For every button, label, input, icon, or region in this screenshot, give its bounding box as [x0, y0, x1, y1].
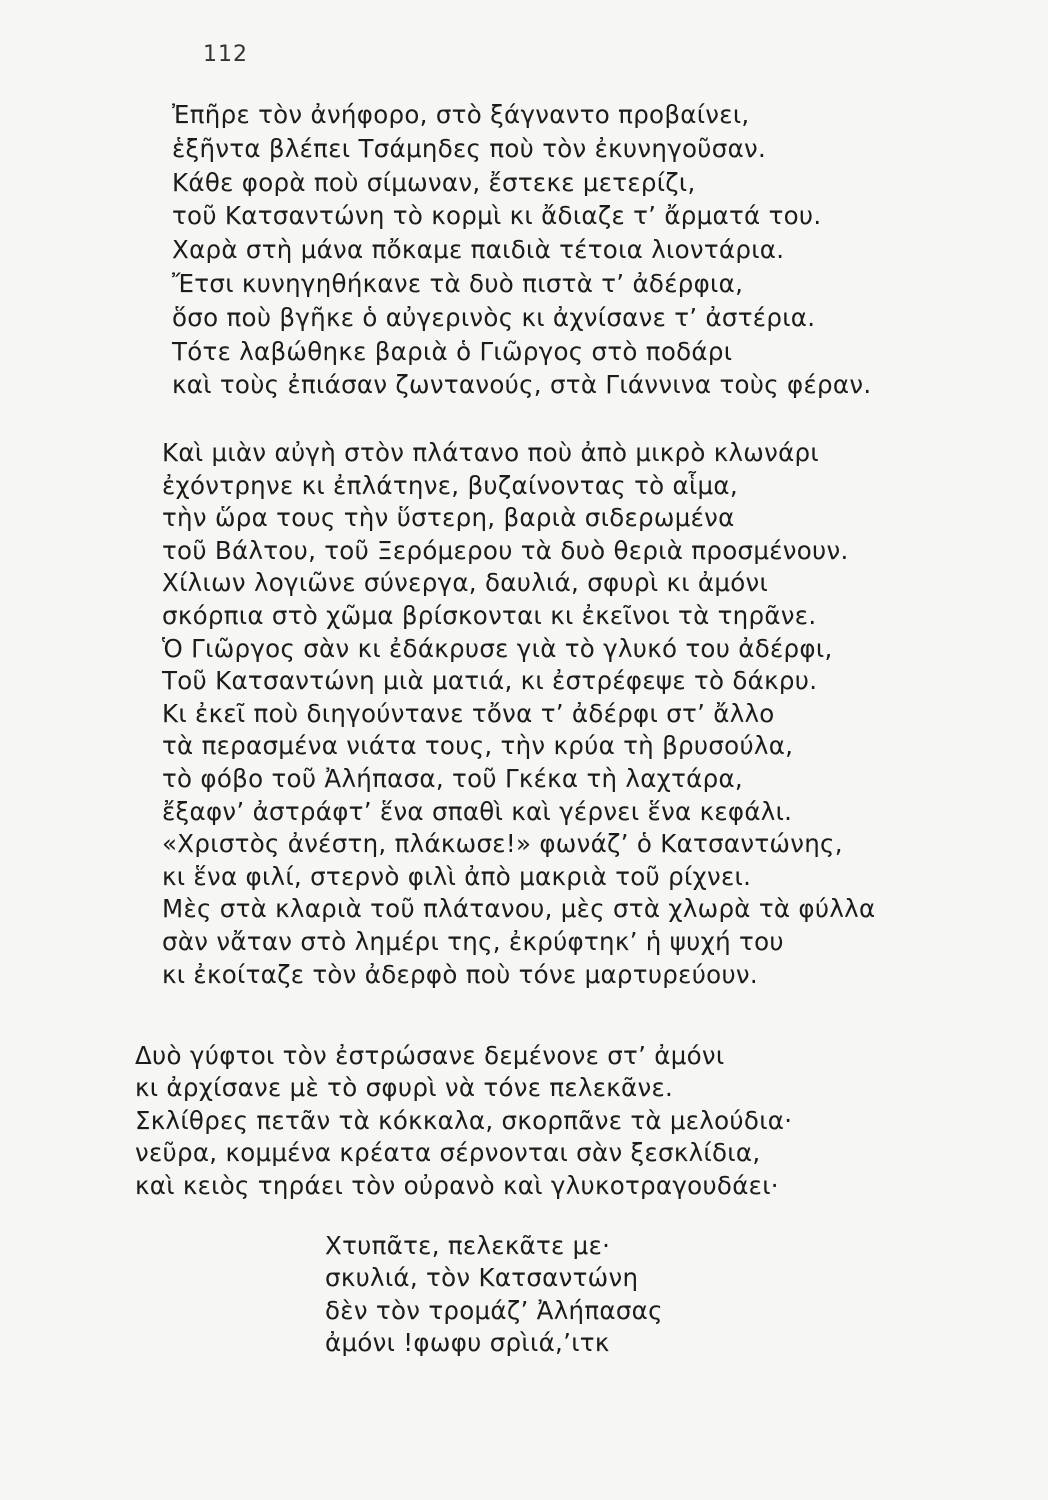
song-stanza [325, 1230, 663, 1360]
verse-line: Κάθε φορὰ ποὺ σίμωναν, ἔστεκε μετερίζι, [172, 167, 696, 197]
verse-line: καὶ κειὸς τηράει τὸν οὐρανὸ καὶ γλυκοτραγουδάει· [135, 1170, 779, 1200]
verse-line: τοῦ Βάλτου, τοῦ Ξερόμερου τὰ δυὸ θεριὰ προσμένουν. [162, 535, 849, 565]
verse-line: κι ἕνα φιλί, στερνὸ φιλὶ ἀπὸ μακριὰ τοῦ ρίχνει. [162, 861, 752, 891]
verse-line: «Χριστὸς ἀνέστη, πλάκωσε!» φωνάζ’ ὁ Κατσαντώνης, [162, 829, 843, 859]
song-line: δὲν τὸν τρομάζ’ Ἀλήπασας [325, 1295, 663, 1325]
verse-line: τὰ περασμένα νιάτα τους, τὴν κρύα τὴ βρυσούλα, [162, 731, 794, 761]
verse-line: κι ἀρχίσανε μὲ τὸ σφυρὶ νὰ τόνε πελεκᾶνε. [135, 1073, 674, 1103]
verse-line: νεῦρα, κομμένα κρέατα σέρνονται σὰν ξεσκλίδια, [135, 1138, 761, 1168]
verse-line: Χαρὰ στὴ μάνα πὄκαμε παιδιὰ τέτοια λιοντάρια. [172, 235, 785, 265]
verse-line: Δυὸ γύφτοι τὸν ἐστρώσανε δεμένονε στ’ ἀμόνι [135, 1041, 725, 1070]
verse-line: σκόρπια στὸ χῶμα βρίσκονται κι ἐκεῖνοι τὰ τηρᾶνε. [162, 600, 817, 630]
verse-line: Τοῦ Κατσαντώνη μιὰ ματιά, κι ἐστρέφεψε τὸ δάκρυ. [162, 666, 818, 696]
verse-line: ἐχόντρηνε κι ἐπλάτηνε, βυζαίνοντας τὸ αἷμα, [162, 470, 738, 500]
song-line: σκυλιά, τὸν Κατσαντώνη [325, 1263, 639, 1293]
verse-line: Τότε λαβώθηκε βαριὰ ὁ Γιῶργος στὸ ποδάρι [172, 336, 733, 366]
verse-line: Μὲς στὰ κλαριὰ τοῦ πλάτανου, μὲς στὰ χλωρὰ τὰ φύλλα [162, 894, 876, 924]
verse-line: σὰν νἄταν στὸ λημέρι της, ἐκρύφτηκ’ ἡ ψυχή του [162, 926, 784, 956]
stanza-3 [135, 1040, 792, 1202]
song-line: Χτυπᾶτε, πελεκᾶτε με· [325, 1231, 611, 1260]
verse-line: Κι ἐκεῖ ποὺ διηγούντανε τὄνα τ’ ἀδέρφι στ’ ἄλλο [162, 698, 775, 728]
verse-line: ὅσο ποὺ βγῆκε ὁ αὐγερινὸς κι ἀχνίσανε τ’ ἀστέρια. [172, 302, 816, 332]
verse-line: κι ἐκοίταζε τὸν ἀδερφὸ ποὺ τόνε μαρτυρεύουν. [162, 959, 759, 989]
stanza-2 [162, 437, 875, 991]
verse-line: καὶ τοὺς ἐπιάσαν ζωντανούς, στὰ Γιάννινα τοὺς φέραν. [172, 370, 872, 400]
page-number: 112 [203, 42, 248, 67]
verse-line: τὴν ὥρα τους τὴν ὕστερη, βαριὰ σιδερωμένα [162, 503, 735, 533]
verse-line: Καὶ μιὰν αὐγὴ στὸν πλάτανο ποὺ ἀπὸ μικρὸ κλωνάρι [162, 438, 819, 467]
verse-line: Ὁ Γιῶργος σὰν κι ἐδάκρυσε γιὰ τὸ γλυκό του ἀδέρφι, [162, 633, 833, 663]
verse-line: Ἔτσι κυνηγηθήκανε τὰ δυὸ πιστὰ τ’ ἀδέρφια, [172, 268, 744, 298]
verse-line: Ἐπῆρε τὸν ἀνήφορο, στὸ ξάγναντο προβαίνει, [172, 100, 750, 129]
verse-line: ἑξῆντα βλέπει Τσάμηδες ποὺ τὸν ἐκυνηγοῦσαν. [172, 133, 767, 163]
verse-line: ἔξαφν’ ἀστράφτ’ ἕνα σπαθὶ καὶ γέρνει ἕνα κεφάλι. [162, 796, 793, 826]
verse-line: Σκλίθρες πετᾶν τὰ κόκκαλα, σκορπᾶνε τὰ μελούδια· [135, 1105, 793, 1135]
song-line: ἀμόνι !φωφυ σρὶιά,’ιτκ [325, 1328, 610, 1358]
stanza-1 [172, 98, 871, 402]
verse-line: Χίλιων λογιῶνε σύνεργα, δαυλιά, σφυρὶ κι ἀμόνι [162, 568, 769, 598]
verse-line: τοῦ Κατσαντώνη τὸ κορμὶ κι ἄδιαζε τ’ ἄρματά του. [172, 201, 822, 231]
verse-line: τὸ φόβο τοῦ Ἀλήπασα, τοῦ Γκέκα τὴ λαχτάρα, [162, 763, 744, 793]
